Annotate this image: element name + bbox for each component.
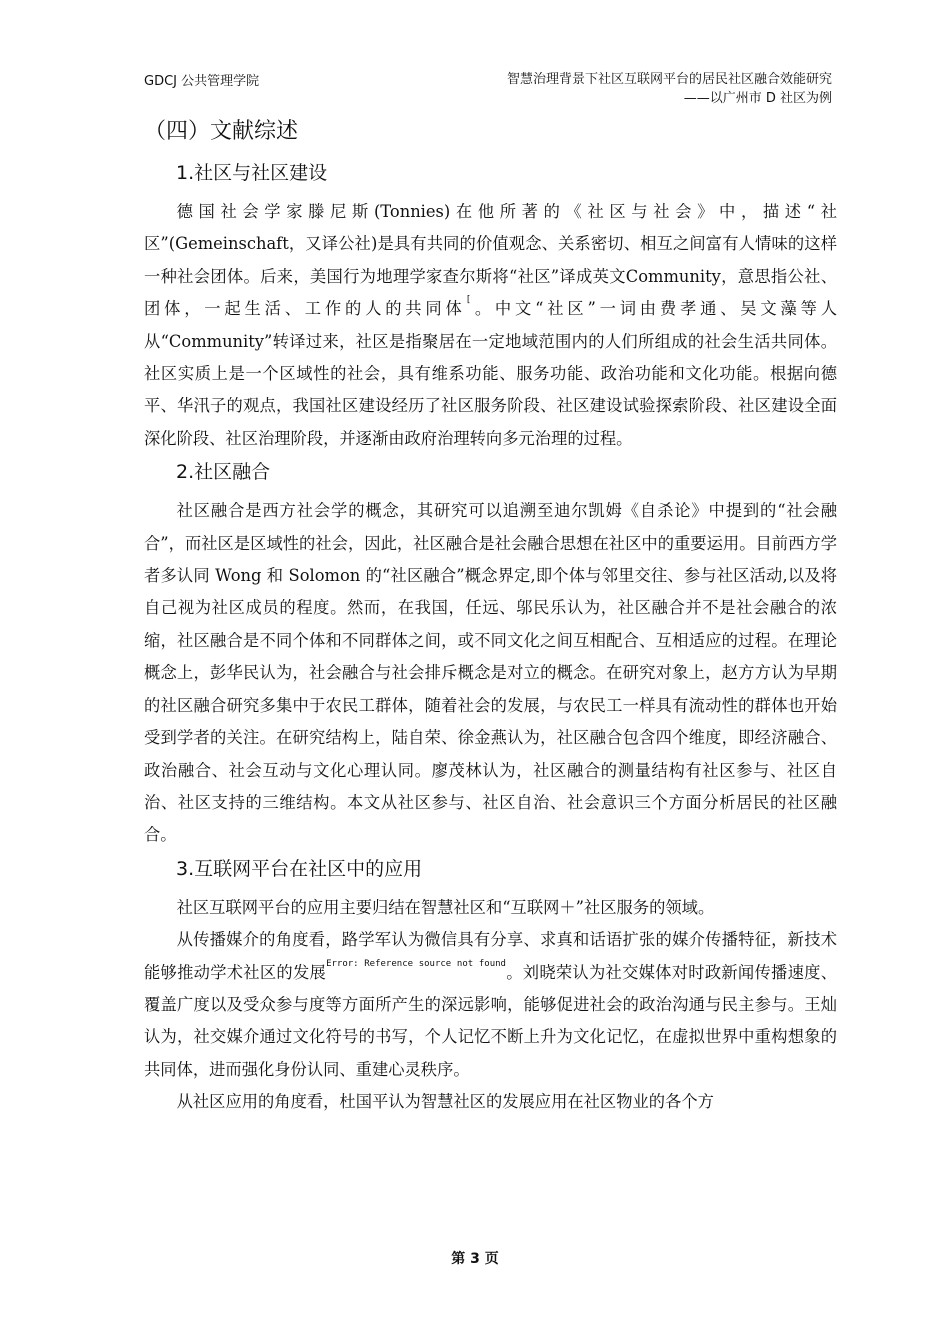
- paragraph: [144, 196, 837, 455]
- reference-mark: [: [465, 295, 472, 306]
- page-number: 第 3 页: [451, 1251, 499, 1267]
- reference-error-mark: Error: Reference source not found: [326, 958, 506, 969]
- header-title: [507, 70, 832, 108]
- paragraph: [144, 1086, 837, 1118]
- paragraph-text: 从社区应用的角度看，杜国平认为智慧社区的发展应用在社区物业的各个方: [176, 1092, 714, 1112]
- paragraph-text: 从传播媒介的角度看，路学军认为微信具有分享、求真和话语扩张的媒介传播特征，新技术能够推动学术社区的发展: [144, 930, 837, 982]
- paragraph: [144, 495, 837, 851]
- paragraph: [144, 924, 837, 1086]
- subsection-heading: 3.互联网平台在社区中的应用: [176, 857, 423, 880]
- page-body: [144, 116, 837, 1119]
- paragraph-text: 社区互联网平台的应用主要归结在智慧社区和“互联网＋”社区服务的领域。: [176, 897, 715, 917]
- section-heading: （四）文献综述: [144, 119, 299, 144]
- header-title-line2: ——以广州市 D 社区为例: [683, 91, 832, 106]
- paragraph-text: 社区融合是西方社会学的概念，其研究可以追溯至迪尔凯姆《自杀论》中提到的“社会融合”，而社区是区域性的社会，因此，社区融合是社会融合思想在社区中的重要运用。目前西方学者多认同 Wong 和 Solomon 的“社区融合”概念界定,即个体与邻里交往、参与社区活动,以及将自己视为社区成员的程度。然而，在我国，任远、邬民乐认为，社区融合并不是社会融合的浓缩，社区融合是不同个体和不同群体之间，或不同文化之间互相配合、互相适应的过程。在理论概念上，彭华民认为，社会融合与社会排斥概念是对立的概念。在研究对象上，赵方方认为早期的社区融合研究多集中于农民工群体，随着社会的发展，与农民工一样具有流动性的群体也开始受到学者的关注。在研究结构上，陆自荣、徐金燕认为，社区融合包含四个维度，即经济融合、政治融合、社会互动与文化心理认同。廖茂林认为，社区融合的测量结构有社区参与、社区自治、社区支持的三维结构。本文从社区参与、社区自治、社会意识三个方面分析居民的社区融合。: [144, 501, 837, 845]
- header-left: GDCJ 公共管理学院: [144, 74, 260, 89]
- paragraph-text-after: 。刘晓荣认为社交媒体对时政新闻传播速度、覆盖广度以及受众参与度等方面所产生的深远影响，能够促进社会的政治沟通与民主参与。王灿认为，社交媒介通过文化符号的书写，个人记忆不断上升为文化记忆，在虚拟世界中重构想象的共同体，进而强化身份认同、重建心灵秩序。: [144, 962, 837, 1079]
- paragraph-text-after: 。中文“社区”一词由费孝通、吴文藻等人从“Community”转译过来，社区是指聚居在一定地域范围内的人们所组成的社会生活共同体。社区实质上是一个区域性的社会，具有维系功能、服务功能、政治功能和文化功能。根据向德平、华汛子的观点，我国社区建设经历了社区服务阶段、社区建设试验探索阶段、社区建设全面深化阶段、社区治理阶段，并逐渐由政府治理转向多元治理的过程。: [144, 299, 837, 448]
- subsection-heading: 2.社区融合: [176, 461, 271, 484]
- header-title-line1: 智慧治理背景下社区互联网平台的居民社区融合效能研究: [506, 72, 832, 87]
- paragraph: [144, 892, 837, 924]
- subsection-heading: 1.社区与社区建设: [176, 162, 328, 184]
- paragraph-text: 德国社会学家滕尼斯(Tonnies)在他所著的《社区与社会》中，描述“社区”(Gemeinschaft，又译公社)是具有共同的价值观念、关系密切、相互之间富有人情味的这样一种社会团体。后来，美国行为地理学家查尔斯将“社区”译成英文Community，意思指公社、团体，一起生活、工作的人的共同体: [144, 202, 837, 319]
